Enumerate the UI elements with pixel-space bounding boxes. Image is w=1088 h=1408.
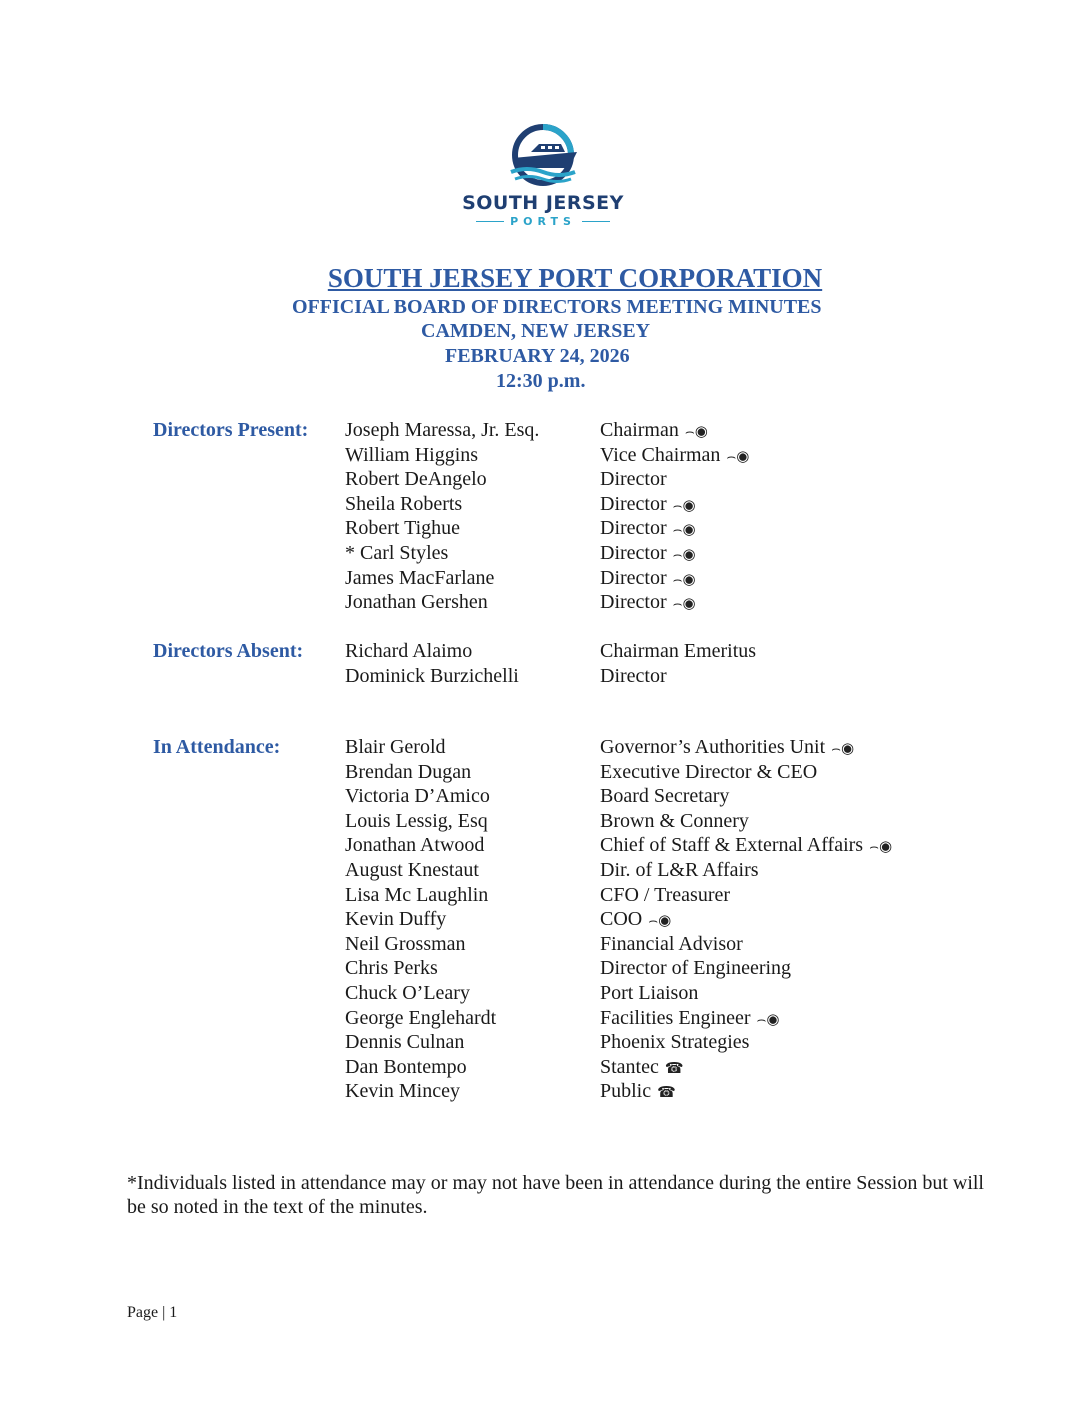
attendee-name: George Englehardt bbox=[345, 1006, 497, 1029]
attendee-role-text: Director bbox=[600, 566, 667, 589]
attendee-name: Sheila Roberts bbox=[345, 492, 463, 515]
attendee-name: Dominick Burzichelli bbox=[345, 664, 519, 687]
document-title: SOUTH JERSEY PORT CORPORATION bbox=[327, 263, 823, 293]
attendee-name: Dan Bontempo bbox=[345, 1055, 467, 1078]
attendee-role bbox=[600, 542, 696, 565]
attendee-role-text: CFO / Treasurer bbox=[600, 883, 731, 906]
logo-rule-right bbox=[582, 221, 610, 222]
logo-name: SOUTH JERSEY bbox=[462, 192, 624, 214]
attendee-name: Joseph Maressa, Jr. Esq. bbox=[345, 419, 540, 441]
page-number: Page | 1 bbox=[127, 1304, 178, 1321]
attendee-role bbox=[600, 493, 696, 516]
south-jersey-ports-logo bbox=[450, 122, 636, 228]
attendee-role-text: Chairman bbox=[600, 419, 679, 441]
attendee-name: Jonathan Atwood bbox=[345, 834, 485, 857]
video-call-icon: ⌢◉ bbox=[756, 1009, 780, 1028]
video-call-icon: ⌢◉ bbox=[726, 446, 750, 465]
attendee-role-text: Chairman Emeritus bbox=[600, 640, 757, 662]
attendee-role bbox=[600, 785, 729, 808]
attendee-role-text: Vice Chairman bbox=[600, 443, 721, 466]
attendee-name: Neil Grossman bbox=[345, 932, 466, 955]
attendee-role bbox=[600, 1007, 779, 1030]
attendee-name: Kevin Duffy bbox=[345, 908, 447, 931]
attendee-role-text: Dir. of L&R Affairs bbox=[600, 859, 759, 881]
attendee-role-text: Director bbox=[600, 468, 667, 491]
attendee-role-text: Director bbox=[600, 517, 667, 540]
attendee-name: James MacFarlane bbox=[345, 566, 495, 589]
video-call-icon: ⌢◉ bbox=[672, 495, 696, 514]
attendee-role bbox=[600, 933, 743, 956]
attendee-role bbox=[600, 640, 756, 663]
attendee-name: Lisa Mc Laughlin bbox=[345, 883, 489, 906]
video-call-icon: ⌢◉ bbox=[648, 911, 672, 930]
video-call-icon: ⌢◉ bbox=[672, 569, 696, 588]
attendee-role-text: Stantec bbox=[600, 1055, 659, 1078]
attendee-name: Brendan Dugan bbox=[345, 760, 472, 783]
phone-icon: ☎ bbox=[657, 1083, 676, 1102]
attendee-role-text: COO bbox=[600, 908, 643, 931]
video-call-icon: ⌢◉ bbox=[684, 422, 708, 440]
attendee-role bbox=[600, 810, 749, 833]
attendee-role-text: Executive Director & CEO bbox=[600, 760, 818, 783]
attendee-role bbox=[600, 957, 791, 980]
attendee-role-text: Financial Advisor bbox=[600, 932, 743, 955]
attendee-role bbox=[600, 761, 817, 784]
video-call-icon: ⌢◉ bbox=[672, 594, 696, 613]
attendee-role-text: Director bbox=[600, 542, 667, 564]
attendee-role-text: Board Secretary bbox=[600, 785, 730, 808]
document-subtitle: OFFICIAL BOARD OF DIRECTORS MEETING MINUTES bbox=[292, 296, 822, 318]
attendee-role bbox=[600, 859, 759, 882]
meeting-location: CAMDEN, NEW JERSEY bbox=[421, 320, 651, 342]
video-call-icon: ⌢◉ bbox=[672, 520, 696, 539]
directors-absent-label: Directors Absent: bbox=[153, 640, 304, 662]
attendee-role bbox=[600, 567, 696, 590]
attendee-role-text: Director bbox=[600, 492, 667, 515]
attendee-name: Chris Perks bbox=[345, 957, 438, 980]
attendee-role bbox=[600, 982, 698, 1005]
video-call-icon: ⌢◉ bbox=[831, 739, 855, 757]
logo-subtitle: PORTS bbox=[510, 215, 576, 228]
attendee-name: Blair Gerold bbox=[345, 736, 446, 758]
meeting-time: 12:30 p.m. bbox=[496, 370, 586, 392]
video-call-icon: ⌢◉ bbox=[869, 837, 893, 856]
attendee-name: Chuck O’Leary bbox=[345, 982, 470, 1004]
video-call-icon: ⌢◉ bbox=[672, 545, 696, 563]
phone-icon: ☎ bbox=[664, 1058, 684, 1077]
in-attendance-label: In Attendance: bbox=[153, 736, 281, 758]
attendee-name: Jonathan Gershen bbox=[345, 591, 488, 614]
attendee-role bbox=[600, 468, 667, 491]
attendee-role bbox=[600, 444, 749, 467]
attendee-role-text: Governor’s Authorities Unit bbox=[600, 736, 826, 758]
attendee-role bbox=[600, 591, 696, 614]
attendee-role bbox=[600, 419, 708, 442]
attendee-role-text: Director of Engineering bbox=[600, 957, 792, 980]
attendee-role bbox=[600, 736, 854, 759]
attendee-role-text: Director bbox=[600, 664, 667, 687]
attendee-name: * Carl Styles bbox=[345, 542, 449, 564]
attendee-role bbox=[600, 665, 667, 688]
attendee-role bbox=[600, 834, 892, 857]
attendee-name: Dennis Culnan bbox=[345, 1031, 465, 1054]
attendee-role bbox=[600, 1056, 684, 1079]
ship-emblem-icon bbox=[503, 122, 583, 188]
attendee-role-text: Facilities Engineer bbox=[600, 1006, 751, 1029]
attendee-role-text: Chief of Staff & External Affairs bbox=[600, 834, 864, 857]
logo-rule-left bbox=[476, 221, 504, 222]
attendee-role bbox=[600, 517, 696, 540]
attendee-role-text: Port Liaison bbox=[600, 982, 699, 1004]
attendee-name: Kevin Mincey bbox=[345, 1080, 460, 1103]
attendee-name: Victoria D’Amico bbox=[345, 785, 490, 808]
attendee-role bbox=[600, 1080, 676, 1103]
attendance-note: *Individuals listed in attendance may or may not have been in attendance during the entire Session but will be so noted in the text of the minutes. bbox=[127, 1172, 984, 1218]
attendee-role-text: Phoenix Strategies bbox=[600, 1031, 750, 1054]
attendee-name: Richard Alaimo bbox=[345, 640, 473, 662]
attendee-name: August Knestaut bbox=[345, 859, 479, 881]
attendee-role bbox=[600, 1031, 749, 1054]
attendee-name: Robert DeAngelo bbox=[345, 468, 487, 491]
attendee-role-text: Brown & Connery bbox=[600, 809, 749, 832]
attendee-role bbox=[600, 884, 730, 907]
directors-present-label: Directors Present: bbox=[153, 419, 309, 441]
attendee-role-text: Director bbox=[600, 591, 667, 614]
attendee-name: Louis Lessig, Esq bbox=[345, 809, 488, 832]
meeting-date: FEBRUARY 24, 2026 bbox=[445, 345, 630, 367]
attendee-role bbox=[600, 908, 671, 931]
attendee-role-text: Public bbox=[600, 1080, 652, 1103]
attendee-name: Robert Tighue bbox=[345, 517, 461, 540]
attendee-name: William Higgins bbox=[345, 443, 479, 466]
